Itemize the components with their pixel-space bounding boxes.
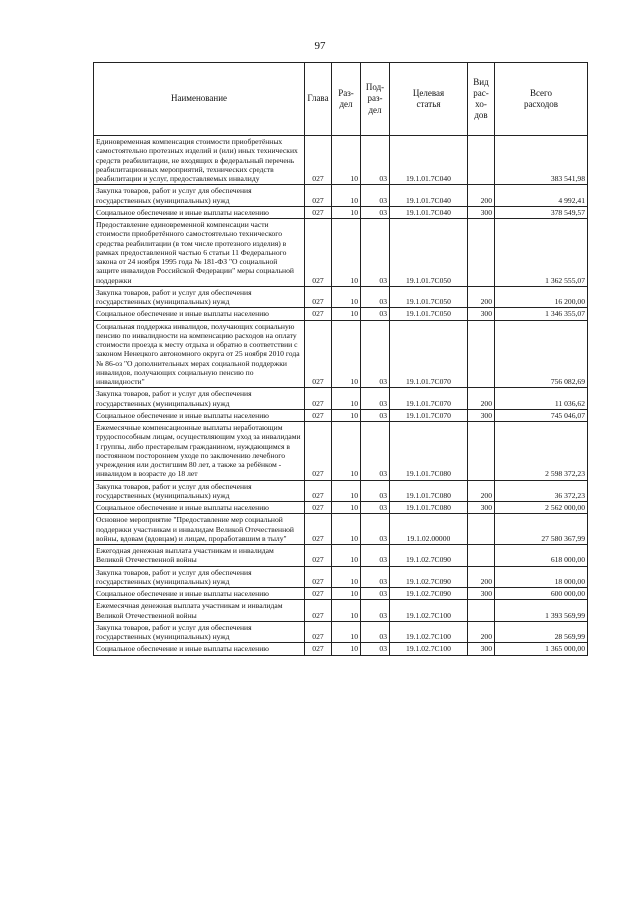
- cell-section: 10: [332, 588, 361, 600]
- cell-total: 18 000,00: [495, 566, 588, 588]
- cell-section: 10: [332, 502, 361, 514]
- cell-section: 10: [332, 514, 361, 545]
- cell-expense-type: [468, 320, 495, 388]
- cell-target: 19.1.01.7С050: [390, 286, 468, 308]
- cell-chapter: 027: [305, 286, 332, 308]
- cell-subsection: 03: [361, 588, 390, 600]
- cell-section: 10: [332, 545, 361, 567]
- table-row: [94, 545, 588, 567]
- cell-chapter: 027: [305, 409, 332, 421]
- cell-target: 19.1.01.7С080: [390, 422, 468, 481]
- row-name-text: Единовременная компенсация стоимости приобретённых самостоятельно протезных изделий и (или) иных технических средств реабилитации, не входящих в федеральный перечень реабилитационных мероприятий, технических средств реабилитации и услуг, предоставляемых инвалиду: [96, 137, 298, 183]
- cell-section: 10: [332, 600, 361, 622]
- cell-expense-type: 300: [468, 588, 495, 600]
- row-name-text: Социальное обеспечение и иные выплаты населению: [96, 309, 269, 319]
- cell-expense-type: [468, 219, 495, 287]
- cell-target: 19.1.02.7С100: [390, 643, 468, 655]
- cell-subsection: 03: [361, 422, 390, 481]
- table-row: [94, 480, 588, 502]
- cell-expense-type: 200: [468, 388, 495, 410]
- cell-name: [94, 643, 305, 655]
- row-name-text: Закупка товаров, работ и услуг для обеспечения государственных (муниципальных) нужд: [96, 389, 252, 408]
- cell-target: 19.1.01.7С080: [390, 502, 468, 514]
- cell-name: [94, 308, 305, 320]
- cell-subsection: 03: [361, 409, 390, 421]
- cell-name: [94, 480, 305, 502]
- cell-name: [94, 409, 305, 421]
- cell-target: 19.1.01.7С050: [390, 219, 468, 287]
- cell-name: [94, 621, 305, 643]
- table-row: [94, 320, 588, 388]
- cell-chapter: 027: [305, 588, 332, 600]
- cell-section: 10: [332, 286, 361, 308]
- cell-total: 1 346 355,07: [495, 308, 588, 320]
- cell-chapter: 027: [305, 643, 332, 655]
- header-total: Всего расходов: [495, 63, 588, 136]
- cell-expense-type: [468, 545, 495, 567]
- cell-name: [94, 514, 305, 545]
- cell-subsection: 03: [361, 206, 390, 218]
- cell-subsection: 03: [361, 643, 390, 655]
- cell-section: 10: [332, 621, 361, 643]
- header-subsection: Под- раз- дел: [361, 63, 390, 136]
- cell-total: 1 362 555,07: [495, 219, 588, 287]
- cell-target: 19.1.01.7С050: [390, 308, 468, 320]
- cell-section: 10: [332, 643, 361, 655]
- cell-expense-type: 200: [468, 286, 495, 308]
- cell-subsection: 03: [361, 388, 390, 410]
- table-row: [94, 566, 588, 588]
- cell-target: 19.1.01.7С040: [390, 206, 468, 218]
- cell-name: [94, 422, 305, 481]
- table-row: [94, 219, 588, 287]
- cell-name: [94, 566, 305, 588]
- cell-expense-type: [468, 136, 495, 185]
- table-row: [94, 588, 588, 600]
- cell-target: 19.1.02.7С090: [390, 566, 468, 588]
- cell-expense-type: 300: [468, 409, 495, 421]
- row-name-text: Основное мероприятие "Предоставление мер социальной поддержки участникам и инвалидам Великой Отечественной войны, вдовам (вдовцам) и лицам, проработавшим в тылу": [96, 515, 294, 543]
- cell-name: [94, 136, 305, 185]
- cell-subsection: 03: [361, 480, 390, 502]
- cell-section: 10: [332, 480, 361, 502]
- row-name-text: Социальное обеспечение и иные выплаты населению: [96, 644, 269, 654]
- cell-target: 19.1.01.7С070: [390, 409, 468, 421]
- row-name-text: Социальное обеспечение и иные выплаты населению: [96, 503, 269, 512]
- cell-section: 10: [332, 219, 361, 287]
- table-row: [94, 409, 588, 421]
- cell-chapter: 027: [305, 545, 332, 567]
- cell-expense-type: 300: [468, 308, 495, 320]
- cell-expense-type: 200: [468, 480, 495, 502]
- cell-target: 19.1.02.7С090: [390, 588, 468, 600]
- cell-expense-type: 200: [468, 566, 495, 588]
- row-name-text: Ежемесячные компенсационные выплаты неработающим трудоспособным лицам, осуществляющим уход за инвалидами I группы, либо престарелым гражданином, нуждающимся в постоянном постороннем уходе по заключению лечебного учреждения или достигшим 80 лет, а также за ребёнком - инвалидом в возрасте до 18 лет: [96, 423, 301, 479]
- cell-total: 27 580 367,99: [495, 514, 588, 545]
- cell-target: 19.1.02.00000: [390, 514, 468, 545]
- cell-target: 19.1.01.7С080: [390, 480, 468, 502]
- cell-name: [94, 502, 305, 514]
- cell-name: [94, 588, 305, 600]
- cell-section: 10: [332, 206, 361, 218]
- table-row: [94, 514, 588, 545]
- cell-subsection: 03: [361, 600, 390, 622]
- cell-target: 19.1.02.7С100: [390, 600, 468, 622]
- row-name-text: Закупка товаров, работ и услуг для обеспечения государственных (муниципальных) нужд: [96, 186, 252, 205]
- table-row: [94, 308, 588, 320]
- cell-name: [94, 320, 305, 388]
- row-name-text: Социальное обеспечение и иные выплаты населению: [96, 207, 269, 217]
- table-row: [94, 643, 588, 655]
- cell-total: 36 372,23: [495, 480, 588, 502]
- cell-target: 19.1.02.7С100: [390, 621, 468, 643]
- cell-subsection: 03: [361, 566, 390, 588]
- cell-target: 19.1.01.7С070: [390, 388, 468, 410]
- cell-chapter: 027: [305, 502, 332, 514]
- cell-expense-type: 200: [468, 185, 495, 207]
- cell-subsection: 03: [361, 320, 390, 388]
- table-row: [94, 286, 588, 308]
- row-name-text: Закупка товаров, работ и услуг для обеспечения государственных (муниципальных) нужд: [96, 567, 252, 586]
- cell-total: 2 562 000,00: [495, 502, 588, 514]
- cell-total: 4 992,41: [495, 185, 588, 207]
- cell-subsection: 03: [361, 514, 390, 545]
- cell-expense-type: 300: [468, 502, 495, 514]
- cell-chapter: 027: [305, 600, 332, 622]
- cell-chapter: 027: [305, 206, 332, 218]
- cell-total: 756 082,69: [495, 320, 588, 388]
- cell-subsection: 03: [361, 136, 390, 185]
- cell-subsection: 03: [361, 308, 390, 320]
- header-expense-type: Вид рас- хо- дов: [468, 63, 495, 136]
- row-name-text: Закупка товаров, работ и услуг для обеспечения государственных (муниципальных) нужд: [96, 287, 252, 306]
- cell-expense-type: 200: [468, 621, 495, 643]
- row-name-text: Предоставление единовременной компенсации части стоимости приобретённого самостоятельно технического средства реабилитации (в том числе протезного изделия) в рамках предоставленной частью 6 статьи 11 Федерального закона от 24 ноября 1995 года № 181-ФЗ "О социальной защите инвалидов Российской Федерации" меры социальной поддержки: [96, 220, 294, 285]
- cell-total: 378 549,57: [495, 206, 588, 218]
- table-row: [94, 600, 588, 622]
- table-row: [94, 388, 588, 410]
- row-name-text: Закупка товаров, работ и услуг для обеспечения государственных (муниципальных) нужд: [96, 622, 252, 641]
- cell-chapter: 027: [305, 320, 332, 388]
- cell-section: 10: [332, 409, 361, 421]
- cell-target: 19.1.02.7С090: [390, 545, 468, 567]
- row-name-text: Социальное обеспечение и иные выплаты населению: [96, 589, 269, 598]
- cell-chapter: 027: [305, 388, 332, 410]
- cell-total: 745 046,07: [495, 409, 588, 421]
- cell-expense-type: [468, 600, 495, 622]
- table-body: [94, 136, 588, 656]
- row-name-text: Социальная поддержка инвалидов, получающих социальную пенсию по инвалидности на компенсацию расходов на оплату стоимости проезда к месту отдыха и обратно в соответствии с законом Ненецкого автономного округа от 25 ноября 2010 года № 86-оз "О дополнительных мерах социальной поддержки инвалидов, получающих социальную пенсию по инвалидности": [96, 321, 300, 386]
- cell-name: [94, 545, 305, 567]
- row-name-text: Ежегодная денежная выплата участникам и инвалидам Великой Отечественной войны: [96, 546, 274, 565]
- cell-section: 10: [332, 308, 361, 320]
- cell-expense-type: [468, 422, 495, 481]
- cell-chapter: 027: [305, 219, 332, 287]
- cell-section: 10: [332, 422, 361, 481]
- cell-section: 10: [332, 388, 361, 410]
- cell-expense-type: 300: [468, 206, 495, 218]
- cell-target: 19.1.01.7С040: [390, 185, 468, 207]
- cell-expense-type: 300: [468, 643, 495, 655]
- cell-chapter: 027: [305, 514, 332, 545]
- header-chapter: Глава: [305, 63, 332, 136]
- row-name-text: Ежемесячная денежная выплата участникам и инвалидам Великой Отечественной войны: [96, 601, 283, 620]
- header-name: Наименование: [94, 63, 305, 136]
- table-row: [94, 185, 588, 207]
- cell-total: 1 393 569,99: [495, 600, 588, 622]
- budget-table: [93, 62, 588, 656]
- cell-name: [94, 219, 305, 287]
- cell-target: 19.1.01.7С070: [390, 320, 468, 388]
- cell-total: 11 036,62: [495, 388, 588, 410]
- cell-subsection: 03: [361, 219, 390, 287]
- cell-name: [94, 600, 305, 622]
- cell-subsection: 03: [361, 621, 390, 643]
- row-name-text: Социальное обеспечение и иные выплаты населению: [96, 410, 269, 420]
- cell-chapter: 027: [305, 480, 332, 502]
- row-name-text: Закупка товаров, работ и услуг для обеспечения государственных (муниципальных) нужд: [96, 481, 252, 500]
- cell-chapter: 027: [305, 566, 332, 588]
- table-header-row: [94, 63, 588, 136]
- table-row: [94, 422, 588, 481]
- cell-target: 19.1.01.7С040: [390, 136, 468, 185]
- cell-name: [94, 185, 305, 207]
- cell-name: [94, 286, 305, 308]
- cell-section: 10: [332, 566, 361, 588]
- cell-total: 383 541,98: [495, 136, 588, 185]
- cell-chapter: 027: [305, 422, 332, 481]
- table-row: [94, 621, 588, 643]
- cell-total: 618 000,00: [495, 545, 588, 567]
- cell-chapter: 027: [305, 136, 332, 185]
- cell-chapter: 027: [305, 621, 332, 643]
- cell-subsection: 03: [361, 286, 390, 308]
- cell-section: 10: [332, 185, 361, 207]
- cell-subsection: 03: [361, 545, 390, 567]
- header-section: Раз- дел: [332, 63, 361, 136]
- cell-name: [94, 388, 305, 410]
- cell-section: 10: [332, 320, 361, 388]
- cell-expense-type: [468, 514, 495, 545]
- cell-subsection: 03: [361, 185, 390, 207]
- cell-chapter: 027: [305, 308, 332, 320]
- cell-subsection: 03: [361, 502, 390, 514]
- cell-total: 2 598 372,23: [495, 422, 588, 481]
- cell-section: 10: [332, 136, 361, 185]
- cell-total: 28 569,99: [495, 621, 588, 643]
- cell-name: [94, 206, 305, 218]
- table-row: [94, 502, 588, 514]
- page-number: 97: [314, 40, 326, 52]
- cell-total: 16 200,00: [495, 286, 588, 308]
- cell-total: 600 000,00: [495, 588, 588, 600]
- cell-total: 1 365 000,00: [495, 643, 588, 655]
- cell-chapter: 027: [305, 185, 332, 207]
- header-target: Целевая статья: [390, 63, 468, 136]
- table-row: [94, 206, 588, 218]
- table-row: [94, 136, 588, 185]
